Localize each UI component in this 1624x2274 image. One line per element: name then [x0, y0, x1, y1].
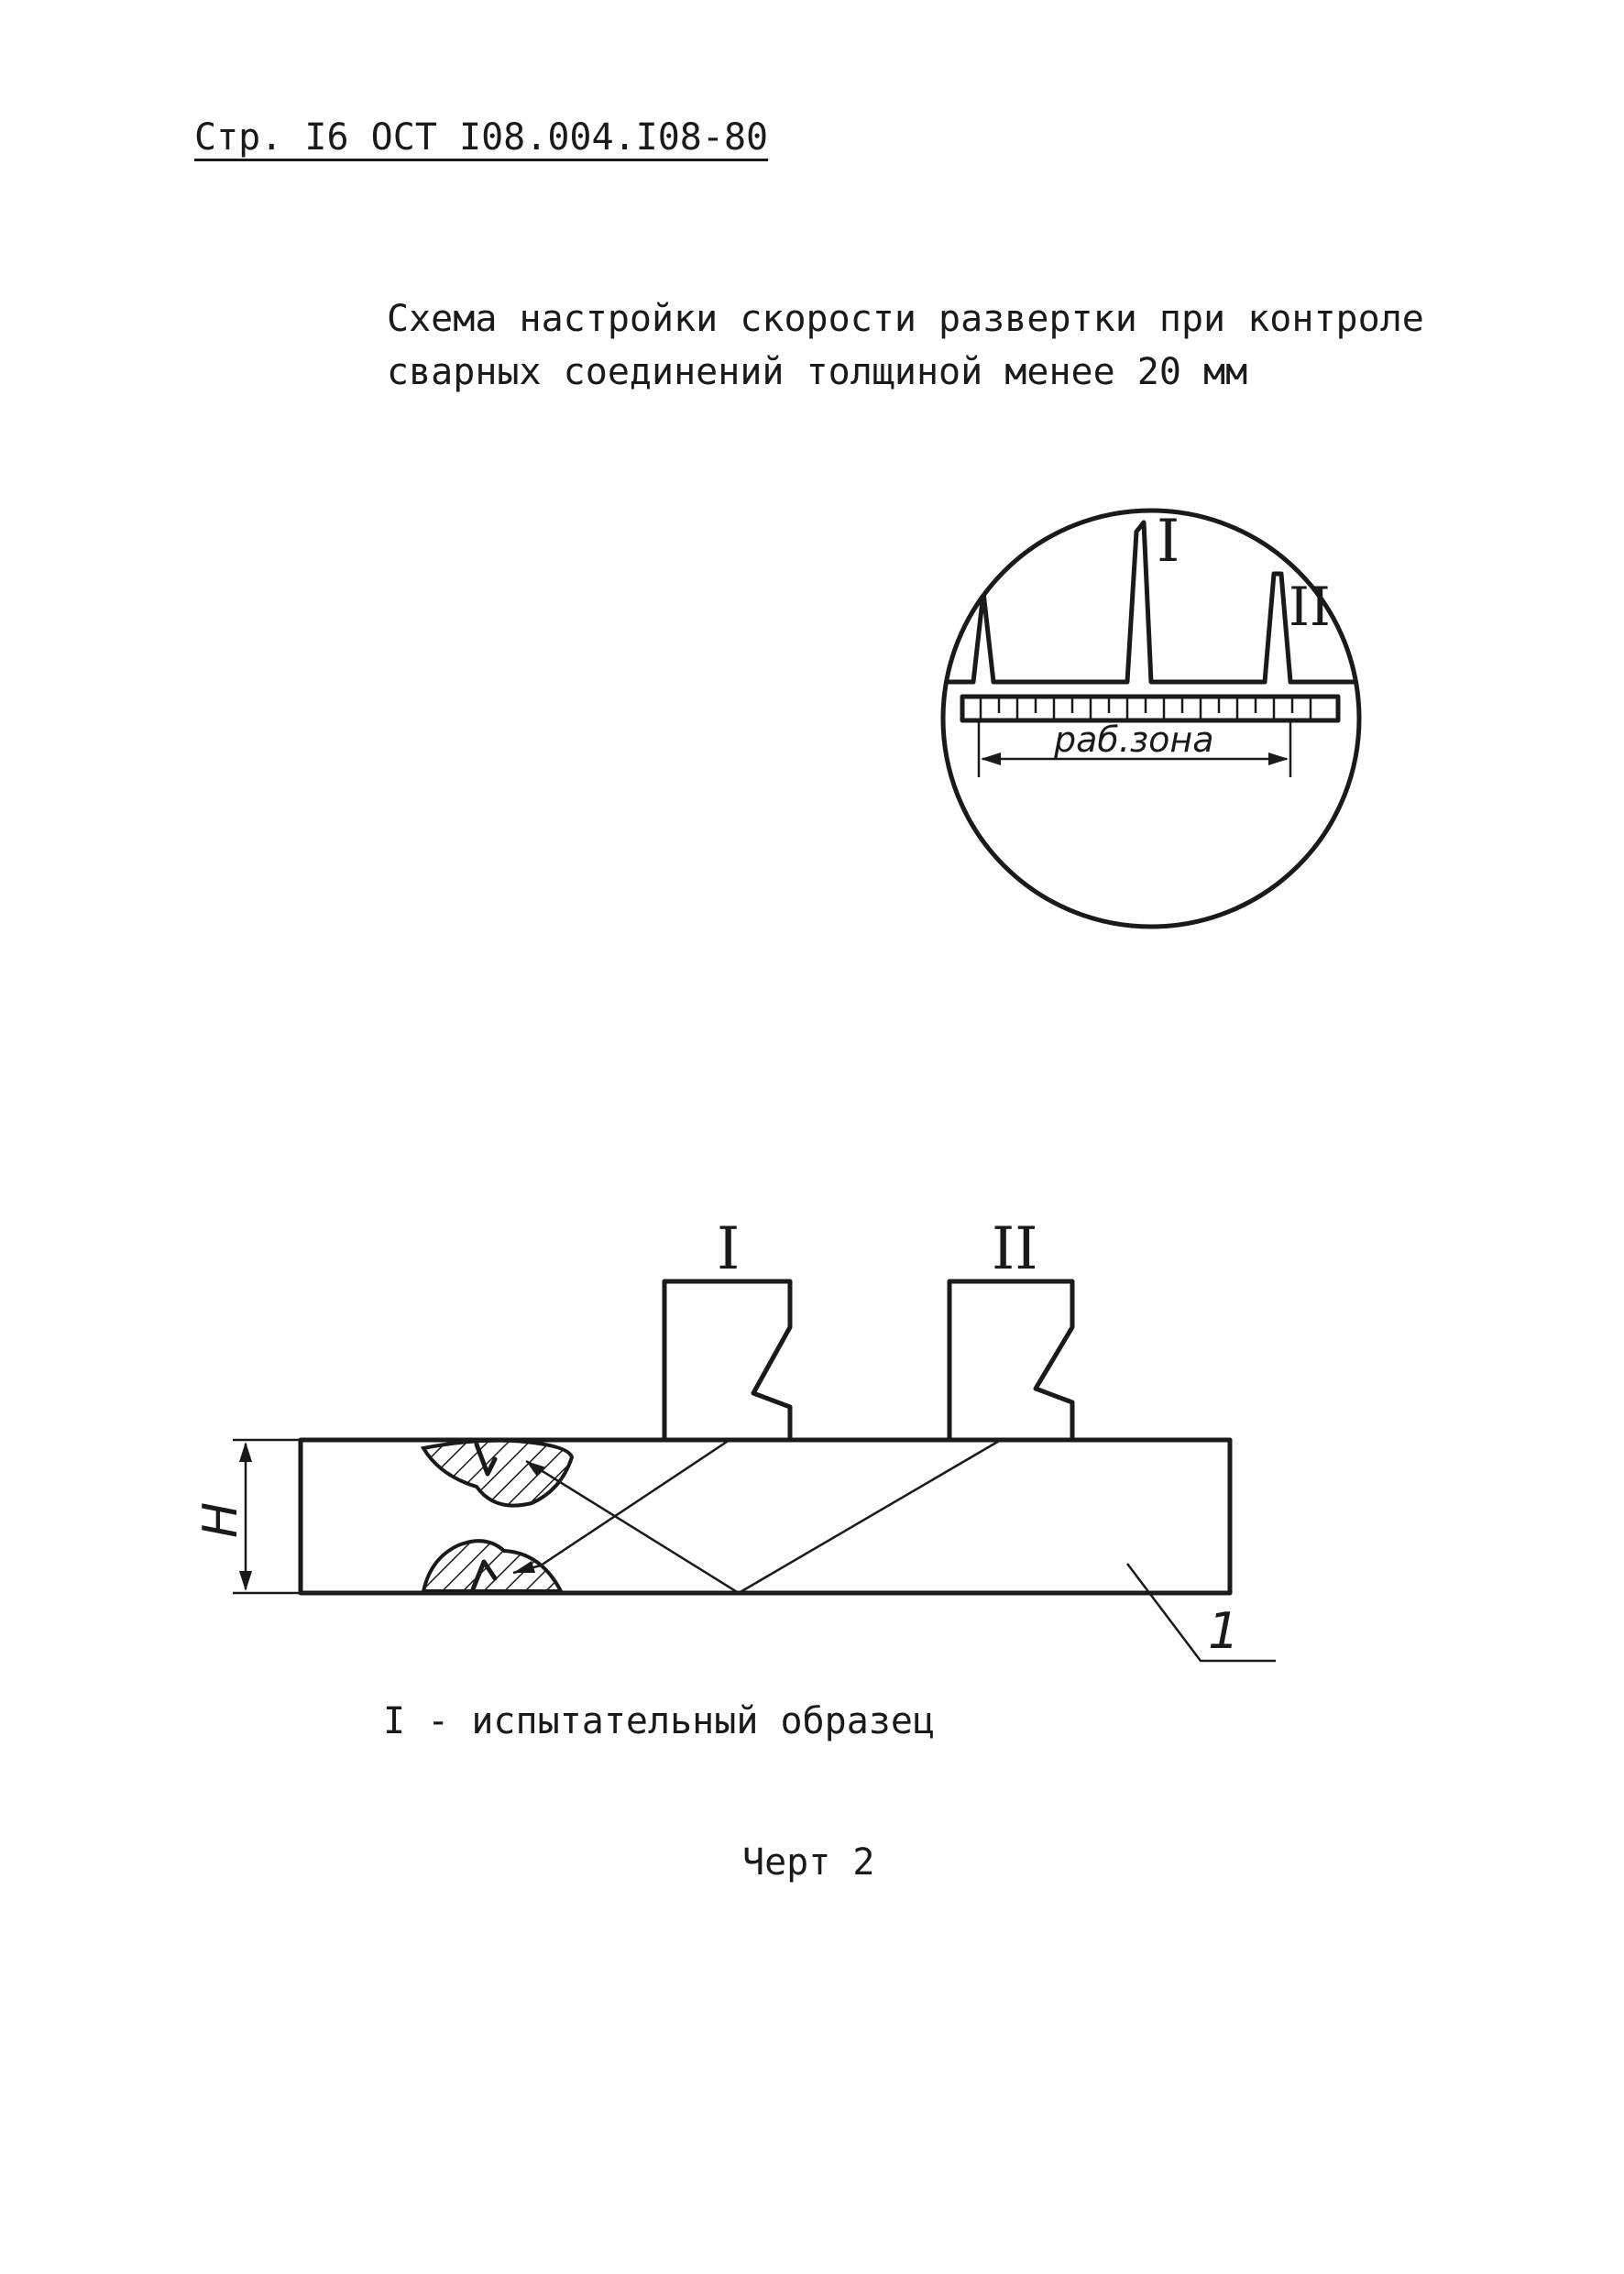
probe-label-2: II — [992, 1215, 1038, 1283]
scale-bar — [962, 697, 1338, 720]
beam-path-2 — [526, 1440, 1001, 1593]
peak-label-2: II — [1289, 576, 1331, 638]
dim-arrow-bottom — [239, 1571, 252, 1591]
test-block-diagram — [193, 1215, 1276, 1661]
legend-item: I - испытательный образец — [383, 1700, 936, 1742]
oscilloscope-screen — [943, 508, 1359, 927]
upper-reflector — [423, 1441, 572, 1506]
zone-arrow-left — [981, 753, 1001, 765]
part-label: 1 — [1208, 1602, 1240, 1660]
thickness-label: H — [193, 1501, 248, 1538]
probe-2 — [949, 1281, 1072, 1440]
zone-label: раб.зона — [1054, 720, 1214, 760]
scale-ticks — [981, 697, 1311, 720]
probe-label-1: I — [717, 1215, 741, 1283]
zone-arrow-right — [1268, 753, 1289, 765]
dim-arrow-top — [239, 1442, 252, 1462]
page-header: Стр. I6 ОСТ I08.004.I08-80 — [194, 116, 769, 159]
peak-label-1: I — [1157, 508, 1180, 576]
figure-caption: Черт 2 — [742, 1841, 875, 1884]
probe-1 — [664, 1281, 790, 1440]
figure-title-line-1: Схема настройки скорости развертки при контроле — [387, 298, 1424, 340]
figure-title-line-2: сварных соединений толщиной менее 20 мм — [387, 351, 1248, 393]
leader-line — [1127, 1564, 1276, 1661]
